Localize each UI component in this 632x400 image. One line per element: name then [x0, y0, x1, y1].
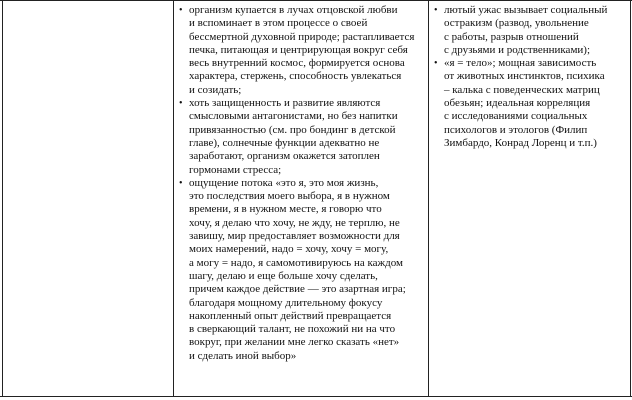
bullet-list — [433, 4, 629, 150]
column-divider-1 — [173, 0, 174, 397]
text-line: с работы, разрыв отношений — [444, 30, 579, 43]
text-line: обезьян; идеальная корреляция — [444, 97, 591, 110]
text-line: характера, стержень, способность увлекаться — [189, 70, 402, 83]
text-line: весь внутренний космос, формируется основа — [189, 57, 405, 70]
table-bottom-border — [0, 396, 632, 397]
bullet-icon: • — [179, 177, 183, 189]
text-line: хочу, я делаю что хочу, не жду, не терплю, не — [189, 216, 400, 229]
text-line: от животных инстинктов, психика — [444, 70, 605, 83]
text-line: с друзьями и родственниками); — [444, 43, 591, 56]
text-line: заработают, организм окажется затоплен — [189, 150, 380, 163]
text-line: шагу, делаю и еще больше хочу сделать, — [189, 269, 378, 282]
text-line: – калька с поведенческих матриц — [444, 83, 600, 96]
text-line: а могу = надо, я самомотивируюсь на каждом — [189, 256, 403, 269]
table-cell-middle — [178, 4, 423, 363]
text-line: с исследованиями социальных — [444, 110, 588, 123]
bullet-icon: • — [179, 5, 183, 16]
bullet-icon: • — [434, 58, 438, 70]
text-line: и созидать; — [189, 83, 242, 96]
list-item — [433, 4, 629, 57]
table-cell-right — [433, 4, 629, 150]
bullet-list — [178, 4, 423, 363]
text-line: благодаря мощному длительному фокусу — [189, 296, 383, 309]
text-line: психологов и этологов (Филип — [444, 123, 588, 136]
column-divider-left — [2, 0, 3, 397]
text-line: вокруг, при желании мне легко сказать «нет» — [189, 336, 400, 349]
text-line: завишу, мир предоставляет возможности для — [189, 230, 400, 243]
list-item — [433, 57, 629, 150]
column-divider-right — [630, 0, 631, 397]
text-line: ощущение потока «это я, это моя жизнь, — [189, 176, 379, 189]
text-line: причем каждое действие — это азартная игра; — [189, 283, 406, 296]
column-divider-2 — [428, 0, 429, 397]
text-line: главе), солнечные функции адекватно не — [189, 136, 380, 149]
text-line: печка, питающая и центрирующая вокруг себя — [189, 43, 408, 56]
bullet-icon: • — [179, 98, 183, 110]
text-line: привязанностью (см. про бондинг в детской — [189, 123, 396, 136]
text-line: и вспоминает в этом процессе о своей — [189, 17, 368, 30]
text-line: гормонами стресса; — [189, 163, 282, 176]
text-line: хоть защищенность и развитие являются — [189, 97, 381, 110]
text-line: «я = тело»; мощная зависимость — [444, 57, 597, 70]
text-line: накопленный опыт действий превращается — [189, 309, 392, 322]
text-line: смысловыми антагонистами, но без напитки — [189, 110, 398, 123]
text-line: лютый ужас вызывает социальный — [444, 4, 608, 16]
text-line: и сделать иной выбор» — [189, 349, 297, 362]
text-line: времени, я в нужном месте, я говорю что — [189, 203, 382, 216]
text-line: это последствия моего выбора, я в нужном — [189, 190, 390, 203]
list-item — [178, 177, 423, 363]
text-line: остракизм (развод, увольнение — [444, 17, 589, 30]
text-line: в сверкающий талант, не похожий ни на что — [189, 323, 396, 336]
table-top-border — [0, 0, 632, 1]
text-line: Зимбардо, Конрад Лоренц и т.п.) — [444, 136, 597, 149]
text-line: моих намерений, надо = хочу, хочу = могу, — [189, 243, 389, 256]
text-line: бессмертной духовной природе; растапливается — [189, 30, 415, 43]
bullet-icon: • — [434, 5, 438, 16]
text-line: организм купается в лучах отцовской любви — [189, 4, 398, 16]
list-item — [178, 97, 423, 177]
list-item — [178, 4, 423, 97]
